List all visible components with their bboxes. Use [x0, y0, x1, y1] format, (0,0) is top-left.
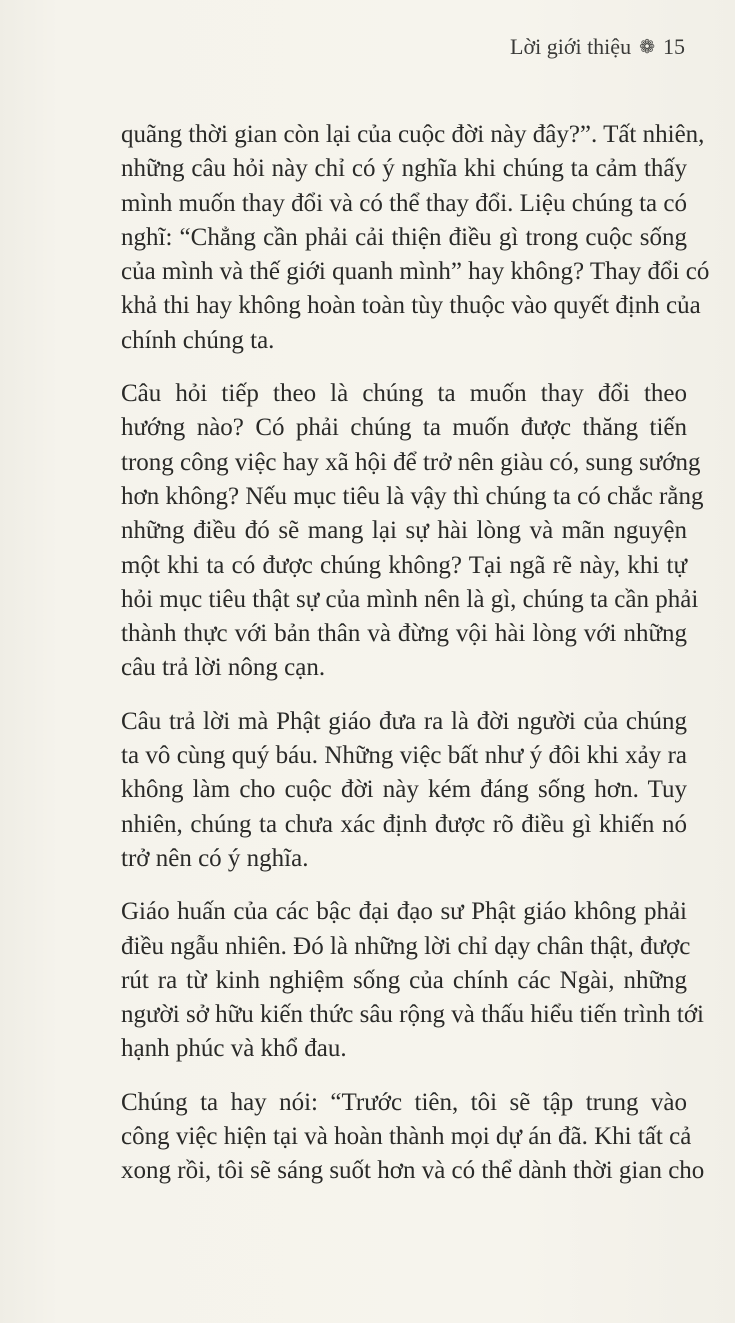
paragraph — [121, 1086, 705, 1189]
text-line: rút ra từ kinh nghiệm sống của chính các Ngài, những — [121, 966, 687, 994]
text-line: người sở hữu kiến thức sâu rộng và thấu hiểu tiến trình tới — [121, 1001, 704, 1029]
text-line: trở nên có ý nghĩa. — [121, 844, 309, 872]
text-line: công việc hiện tại và hoàn thành mọi dự án đã. Khi tất cả — [121, 1123, 692, 1151]
flower-ornament-icon: ❁ — [639, 36, 655, 58]
text-line: những câu hỏi này chỉ có ý nghĩa khi chúng ta cảm thấy — [121, 155, 687, 183]
page-number: 15 — [663, 34, 685, 59]
running-header — [510, 34, 685, 60]
text-line: Câu hỏi tiếp theo là chúng ta muốn thay đổi theo — [121, 380, 687, 408]
body-text — [121, 118, 710, 1208]
paragraph — [121, 705, 687, 876]
text-line: hỏi mục tiêu thật sự của mình nên là gì, chúng ta cần phải — [121, 585, 699, 613]
text-line: câu trả lời nông cạn. — [121, 654, 326, 682]
text-line: hướng nào? Có phải chúng ta muốn được thăng tiến — [121, 414, 687, 442]
text-line: chính chúng ta. — [121, 326, 275, 354]
text-line: hơn không? Nếu mục tiêu là vậy thì chúng ta có chắc rằng — [121, 482, 704, 510]
text-line: Câu trả lời mà Phật giáo đưa ra là đời người của chúng — [121, 707, 687, 735]
text-line: quãng thời gian còn lại của cuộc đời này đây?”. Tất nhiên, — [121, 121, 705, 148]
paragraph — [121, 895, 704, 1066]
text-line: điều ngẫu nhiên. Đó là những lời chỉ dạy chân thật, được — [121, 932, 691, 960]
text-line: của mình và thế giới quanh mình” hay không? Thay đổi có — [121, 258, 710, 286]
text-line: nhiên, chúng ta chưa xác định được rõ điều gì khiến nó — [121, 810, 687, 838]
paragraph — [121, 118, 710, 358]
text-line: không làm cho cuộc đời này kém đáng sống hơn. Tuy — [121, 776, 687, 804]
text-line: khả thi hay không hoàn toàn tùy thuộc vào quyết định của — [121, 292, 701, 320]
text-line: nghĩ: “Chẳng cần phải cải thiện điều gì trong cuộc sống — [121, 223, 687, 251]
text-line: Giáo huấn của các bậc đại đạo sư Phật giáo không phải — [121, 898, 687, 926]
running-title: Lời giới thiệu — [510, 34, 632, 59]
text-line: mình muốn thay đổi và có thể thay đổi. Liệu chúng ta có — [121, 189, 687, 217]
paragraph — [121, 377, 704, 686]
text-line: thành thực với bản thân và đừng vội hài lòng với những — [121, 620, 687, 648]
text-line: hạnh phúc và khổ đau. — [121, 1035, 347, 1063]
text-line: xong rồi, tôi sẽ sáng suốt hơn và có thể dành thời gian cho — [121, 1157, 705, 1185]
text-line: một khi ta có được chúng không? Tại ngã rẽ này, khi tự — [121, 551, 687, 579]
text-line: trong công việc hay xã hội để trở nên giàu có, sung sướng — [121, 448, 701, 476]
text-line: ta vô cùng quý báu. Những việc bất như ý đôi khi xảy ra — [121, 742, 687, 770]
text-line: Chúng ta hay nói: “Trước tiên, tôi sẽ tập trung vào — [121, 1088, 687, 1116]
text-line: những điều đó sẽ mang lại sự hài lòng và mãn nguyện — [121, 517, 687, 545]
